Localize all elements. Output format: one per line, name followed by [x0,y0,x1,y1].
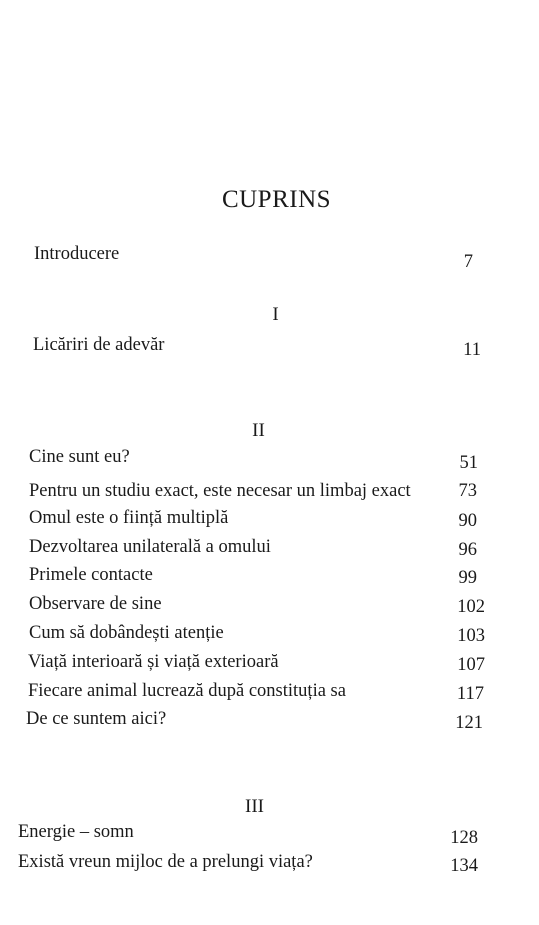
toc-entry-label: Cine sunt eu? [29,447,130,467]
toc-entry [29,536,477,560]
toc-entry [26,708,483,732]
toc-entry [28,680,484,704]
toc-entry [18,821,478,848]
toc-entry-page: 7 [463,252,473,272]
toc-entry-page: 11 [463,340,481,360]
toc-entry-page: 117 [456,684,484,704]
toc-entry [29,564,477,588]
toc-entry-label: Primele contacte [29,565,153,585]
section-numeral-3: III [245,796,264,817]
toc-entry [28,651,485,675]
toc-entry-page: 73 [458,481,477,501]
toc-entry-intro [34,243,473,273]
toc-entry-page: 128 [450,828,478,848]
toc-entry [29,593,485,617]
toc-entry [29,622,485,646]
toc-entry [29,446,478,473]
toc-entry-label: Observare de sine [29,594,162,614]
toc-entry [29,507,477,531]
toc-entry [18,851,478,875]
toc-entry-page: 99 [458,568,477,588]
toc-entry-label: Pentru un studiu exact, este necesar un limbaj exact [29,481,411,501]
toc-entry-label: Licăriri de adevăr [33,335,165,355]
toc-entry-page: 51 [459,453,478,473]
toc-entry-page: 90 [458,511,477,531]
toc-entry-label: Energie – somn [18,822,134,842]
toc-entry-page: 96 [458,540,477,560]
toc-entry-page: 102 [457,597,485,617]
section-numeral-1: I [272,304,279,325]
toc-entry-label: Viață interioară și viață exterioară [28,652,279,672]
toc-entry [33,334,481,364]
toc-entry-label: De ce suntem aici? [26,709,167,729]
toc-entry-label: Fiecare animal lucrează după constituția sa [28,681,346,701]
toc-entry-label: Există vreun mijloc de a prelungi viața? [18,852,313,872]
toc-entry-label: Introducere [34,244,120,264]
toc-entry-label: Omul este o ființă multiplă [29,508,229,528]
toc-entry [29,480,477,504]
section-numeral-2: II [252,420,265,441]
toc-entry-label: Dezvoltarea unilaterală a omului [29,537,271,557]
toc-entry-page: 121 [455,713,483,733]
toc-entry-page: 103 [457,626,485,646]
toc-entry-page: 134 [450,856,478,876]
page-title: CUPRINS [221,186,332,213]
toc-entry-page: 107 [457,655,485,675]
toc-entry-label: Cum să dobândești atenție [29,623,224,643]
